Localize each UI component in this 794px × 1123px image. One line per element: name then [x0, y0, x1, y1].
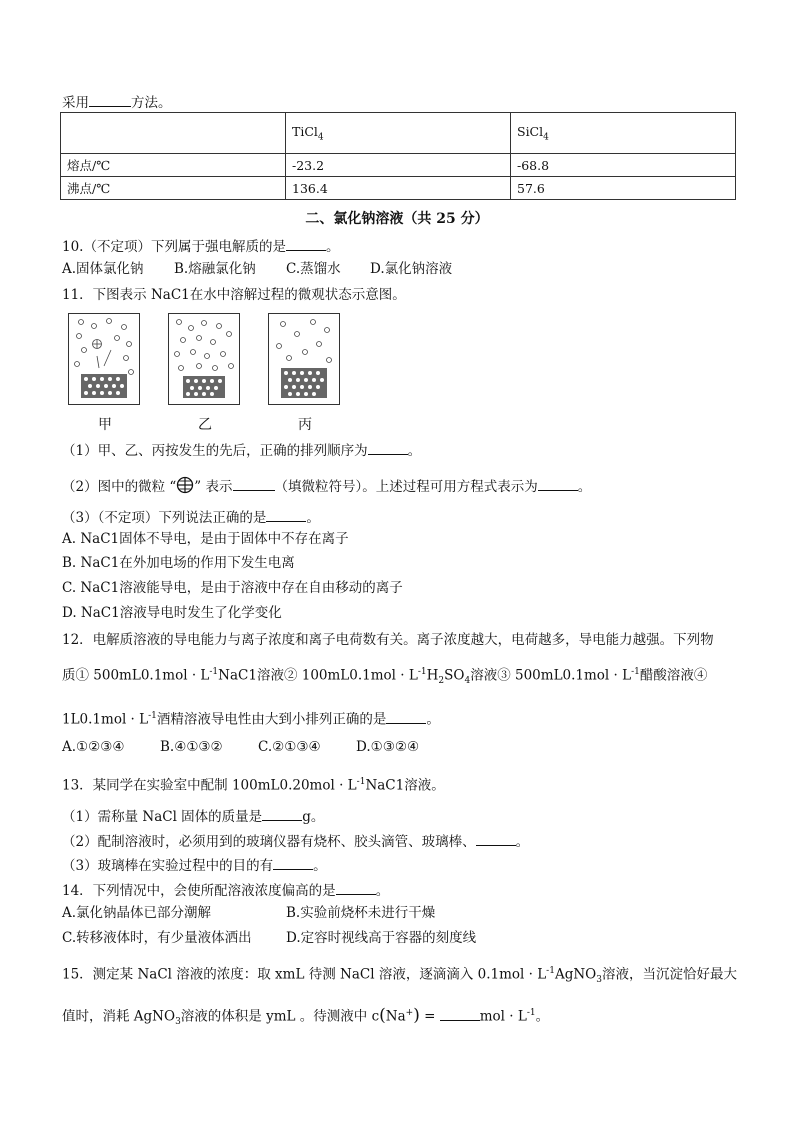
option-b: B.熔融氯化钠 [174, 261, 256, 277]
label-bing: 丙 [298, 417, 312, 433]
q11-option-d: D. NaC1溶液导电时发生了化学变化 [62, 605, 282, 621]
answer-blank[interactable] [233, 476, 275, 491]
q13-part3: （3）玻璃棒在实验过程中的目的有 。 [62, 855, 327, 875]
header-sicl4: SiCl$_4$ [511, 113, 736, 154]
q10-stem: 10.（不定项）下列属于强电解质的是 。 [62, 236, 339, 256]
q11-part3: （3）（不定项）下列说法正确的是 。 [62, 507, 320, 527]
q11-option-b: B. NaC1在外加电场的作用下发生电离 [62, 555, 295, 571]
q13-part2: （2）配制溶液时，必须用到的玻璃仪器有烧杯、胶头滴管、玻璃棒、 。 [62, 831, 529, 851]
answer-blank[interactable] [286, 236, 326, 251]
option-b: B.④①③② [160, 739, 223, 755]
option-a: A.氯化钠晶体已部分潮解 [62, 905, 212, 921]
answer-blank[interactable] [266, 507, 306, 522]
option-d: D.①③②④ [356, 739, 420, 755]
diagram-jia [68, 313, 140, 405]
diagram-yi [168, 313, 240, 405]
table-row: 沸点/℃ 136.4 57.6 [61, 177, 736, 200]
answer-blank[interactable] [476, 831, 516, 846]
option-a: A.固体氯化钠 [62, 261, 144, 277]
option-c: C.转移液体时，有少量液体洒出 [62, 930, 252, 946]
answer-blank[interactable] [336, 880, 376, 895]
q12-line1: 12．电解质溶液的导电能力与离子浓度和离子电荷数有关。离子浓度越大，电荷越多，导电能力越强。下列物 [62, 632, 714, 648]
label-jia: 甲 [98, 417, 112, 433]
q12-line3: $1L0.1mol \cdot L^{-1}$酒精溶液导电性由大到小排列正确的是 。 [62, 707, 440, 729]
answer-blank[interactable] [538, 476, 578, 491]
option-c: C.蒸馏水 [286, 261, 341, 277]
q10-options [62, 260, 452, 278]
table-corner [61, 113, 286, 154]
option-d: D.氯化钠溶液 [370, 261, 453, 277]
answer-blank[interactable] [368, 440, 408, 455]
q11-part1: （1）甲、乙、丙按发生的先后，正确的排列顺序为 。 [62, 440, 421, 460]
melting-boiling-table [60, 112, 736, 200]
answer-blank[interactable] [386, 709, 426, 724]
header-ticl4: TiCl$_4$ [286, 113, 511, 154]
q13-part1: （1）需称量 NaCl 固体的质量是 g。 [62, 806, 324, 826]
q15-line1: 15．测定某 NaCl 溶液的浓度：取 xmL 待测 NaCl 溶液，逐滴滴入 $0.1mol \cdot L^{-1}AgNO_3$溶液，当沉淀恰好最大 [62, 966, 737, 986]
q13-stem: 13．某同学在实验室中配制 $100mL0.20mol \cdot L^{-1}NaC1$溶液。 [62, 777, 445, 794]
q11-option-c: C. NaC1溶液能导电，是由于溶液中存在自由移动的离子 [62, 580, 403, 596]
cation-particle-icon [176, 476, 194, 494]
q12-line2: 质① $500mL0.1mol \cdot L^{-1}NaC1$溶液② $100mL0.1mol \cdot L^{-1}H_2SO_4$溶液③ $500mL0.1mol \cdot L^{-1}$醋酸溶液④ [62, 667, 708, 687]
option-a: A.①②③④ [62, 739, 125, 755]
label-yi: 乙 [198, 417, 212, 433]
q15-line2: 值时，消耗 AgNO$_3$溶液的体积是 ymL 。待测液中 c(Na+) = mol · $L^{-1}$。 [62, 1005, 550, 1028]
intro-line: 采用 方法。 [62, 92, 172, 112]
option-c: C.②①③④ [258, 739, 321, 755]
diagram-bing [268, 313, 340, 405]
q11-stem: 11．下图表示 NaC1在水中溶解过程的微观状态示意图。 [62, 287, 406, 303]
option-d: D.定容时视线高于容器的刻度线 [286, 930, 477, 946]
answer-blank[interactable] [89, 92, 131, 107]
q11-option-a: A. NaC1固体不导电，是由于固体中不存在离子 [62, 531, 349, 547]
q11-part2: （2）图中的微粒 “ ” 表示 （填微粒符号）。上述过程可用方程式表示为 。 [62, 476, 591, 496]
q12-options [62, 738, 419, 756]
answer-blank[interactable] [273, 855, 313, 870]
table-row: 熔点/℃ -23.2 -68.8 [61, 154, 736, 177]
section-title: 二、氯化钠溶液（共 25 分） [305, 211, 489, 227]
answer-blank[interactable] [440, 1006, 480, 1021]
q14-options-row2 [62, 929, 476, 947]
q14-stem: 14．下列情况中，会使所配溶液浓度偏高的是 。 [62, 880, 389, 900]
option-b: B.实验前烧杯未进行干燥 [286, 905, 436, 921]
q14-options-row1 [62, 904, 435, 922]
answer-blank[interactable] [262, 806, 302, 821]
